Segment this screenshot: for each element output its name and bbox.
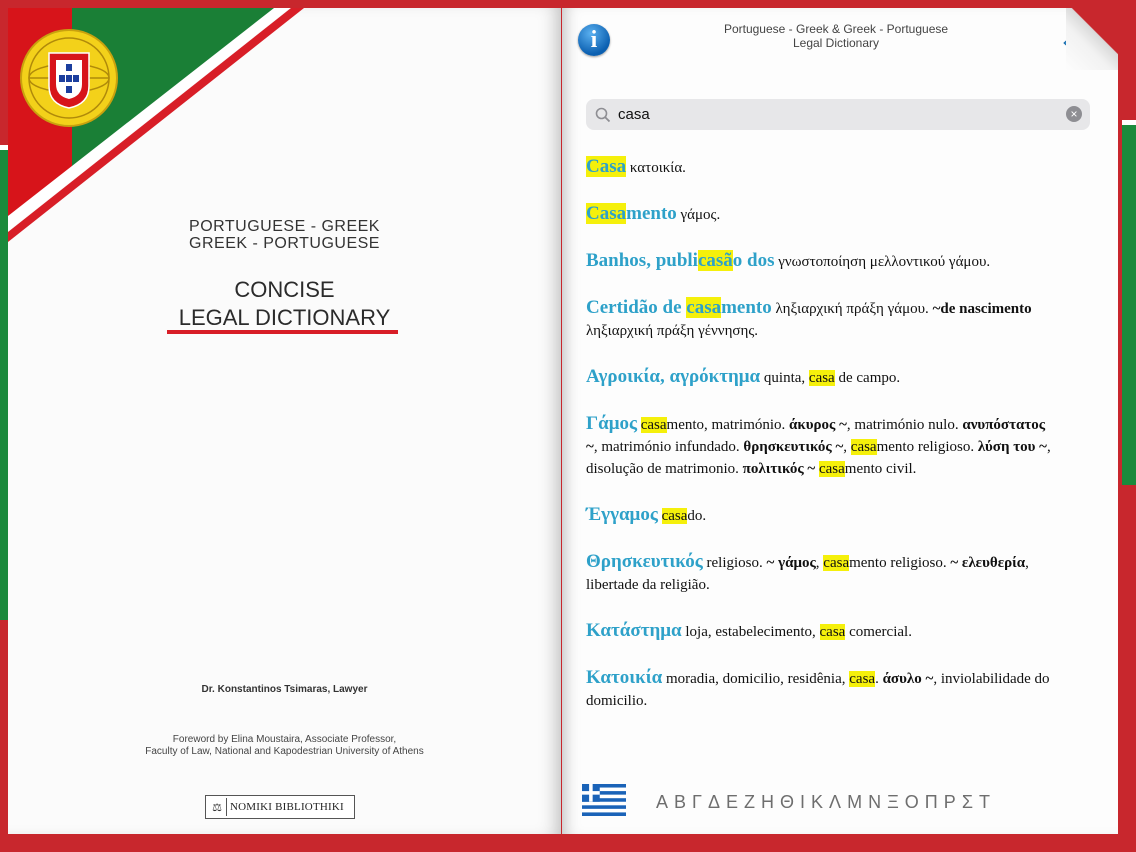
alphabet-letter[interactable]: Π bbox=[924, 792, 941, 812]
dictionary-entry[interactable] bbox=[586, 250, 1056, 273]
publisher-emblem-icon: ⚖ bbox=[208, 798, 227, 816]
entry-headword: Banhos, publi bbox=[586, 250, 698, 271]
alphabet-letter[interactable]: Τ bbox=[978, 792, 993, 812]
entry-text: , bbox=[843, 439, 851, 455]
entry-headword: Έγγαμος bbox=[586, 504, 658, 525]
clear-search-icon[interactable]: × bbox=[1066, 106, 1082, 122]
cover-title: CONCISE LEGAL DICTIONARY bbox=[178, 277, 391, 330]
entry-headword: Θρησκευτικός bbox=[586, 551, 703, 572]
search-icon bbox=[595, 107, 611, 123]
publisher-logo: ⚖ NOMIKI BIBLIOTHIKI bbox=[205, 795, 355, 819]
entry-text: casa bbox=[818, 461, 845, 477]
info-icon[interactable]: i bbox=[578, 24, 610, 56]
page-curl[interactable] bbox=[1066, 8, 1118, 70]
search-bar bbox=[586, 99, 1090, 130]
entry-headword: Αγροικία, αγρόκτημα bbox=[586, 366, 761, 387]
alphabet-letter[interactable]: Κ bbox=[811, 792, 827, 812]
entry-headword: Γάμος bbox=[586, 413, 637, 434]
entry-text: quinta, bbox=[760, 370, 809, 386]
alphabet-letter[interactable]: Σ bbox=[961, 792, 976, 812]
cover-author: Dr. Konstantinos Tsimaras, Lawyer bbox=[201, 684, 368, 695]
entry-text: casa bbox=[661, 508, 688, 524]
entry-text: casa bbox=[850, 439, 877, 455]
entry-text: κατοικία. bbox=[626, 160, 686, 176]
entry-text: religioso. bbox=[702, 555, 767, 571]
cover-foreword: Foreword by Elina Moustaira, Associate Professor, Faculty of Law, National and Kapodestrian University of Athens bbox=[145, 734, 424, 757]
entry-text: casa bbox=[849, 671, 876, 687]
entry-text: ~ ελευθερία bbox=[950, 555, 1026, 571]
entry-text: ~ γάμος bbox=[766, 555, 816, 571]
background-stripe bbox=[1122, 125, 1136, 485]
entry-text: do. bbox=[687, 508, 707, 524]
alphabet-letter[interactable]: Ξ bbox=[887, 792, 902, 812]
alphabet-letter[interactable]: Ι bbox=[800, 792, 809, 812]
dictionary-entry[interactable] bbox=[586, 203, 1056, 226]
dictionary-entry[interactable] bbox=[586, 551, 1056, 596]
entry-text: moradia, domicilio, residênia, bbox=[662, 671, 850, 687]
entry-headword: mento bbox=[626, 203, 677, 224]
entry-text: casa bbox=[823, 555, 850, 571]
entry-text: θρησκευτικός ~ bbox=[743, 439, 844, 455]
dictionary-entry[interactable] bbox=[586, 667, 1056, 712]
entry-text: λύση του ~ bbox=[977, 439, 1047, 455]
entry-text: casa bbox=[819, 624, 846, 640]
entry-headword: Casa bbox=[586, 156, 627, 177]
entry-headword: casã bbox=[697, 250, 733, 271]
dictionary-entry[interactable] bbox=[586, 297, 1056, 342]
entry-text: , matrimónio nulo. bbox=[846, 417, 963, 433]
cover-page bbox=[8, 8, 561, 834]
entry-headword: Κατάστημα bbox=[586, 620, 682, 641]
entry-text: casa bbox=[640, 417, 667, 433]
entry-text: . bbox=[875, 671, 883, 687]
entry-text: mento religioso. bbox=[849, 555, 951, 571]
alphabet-index bbox=[656, 792, 1118, 813]
entry-text: mento civil. bbox=[844, 461, 917, 477]
entry-text: , disolução de matrimonio. bbox=[586, 439, 1051, 477]
entry-text: γάμος. bbox=[676, 207, 721, 223]
alphabet-letter[interactable]: Ν bbox=[868, 792, 885, 812]
cover-subtitle: PORTUGUESE - GREEK GREEK - PORTUGUESE bbox=[189, 218, 380, 252]
alphabet-letter[interactable]: Λ bbox=[829, 792, 845, 812]
entry-text: ~de nascimento bbox=[932, 301, 1032, 317]
entry-text: άσυλο ~ bbox=[882, 671, 934, 687]
entry-text: casa bbox=[808, 370, 835, 386]
entry-text: ανυπόστατος ~ bbox=[586, 417, 1046, 455]
dictionary-entry[interactable] bbox=[586, 620, 1056, 643]
entry-headword: mento bbox=[721, 297, 772, 318]
alphabet-letter[interactable]: Ο bbox=[904, 792, 922, 812]
dictionary-entry[interactable] bbox=[586, 413, 1056, 480]
entry-text: πολιτικός ~ bbox=[742, 461, 816, 477]
results-list bbox=[586, 156, 1056, 736]
page-title: Portuguese - Greek & Greek - Portuguese Legal Dictionary bbox=[723, 22, 949, 50]
title-underline bbox=[167, 330, 398, 334]
entry-text: de campo. bbox=[834, 370, 901, 386]
entry-headword: Casa bbox=[586, 203, 627, 224]
portuguese-flag-corner bbox=[8, 8, 308, 248]
alphabet-letter[interactable]: Ε bbox=[725, 792, 741, 812]
entry-headword: o dos bbox=[732, 250, 775, 271]
entry-headword: Certidão de bbox=[586, 297, 687, 318]
dictionary-entry[interactable] bbox=[586, 156, 1056, 179]
alphabet-letter[interactable]: Α bbox=[656, 792, 672, 812]
alphabet-letter[interactable]: Μ bbox=[847, 792, 866, 812]
entry-text: comercial. bbox=[845, 624, 912, 640]
greek-flag-icon[interactable] bbox=[582, 784, 626, 816]
alphabet-letter[interactable]: Β bbox=[674, 792, 690, 812]
entry-text: ληξιαρχική πράξη γάμου. bbox=[771, 301, 933, 317]
portuguese-coat-of-arms-icon bbox=[21, 30, 117, 126]
entry-text: γνωστοποίηση μελλοντικού γάμου. bbox=[774, 254, 991, 270]
alphabet-letter[interactable]: Θ bbox=[780, 792, 798, 812]
entry-text: loja, estabelecimento, bbox=[681, 624, 820, 640]
entry-text: , bbox=[815, 555, 824, 571]
alphabet-letter[interactable]: Γ bbox=[692, 792, 705, 812]
search-input[interactable] bbox=[618, 105, 1048, 124]
dictionary-entry[interactable] bbox=[586, 504, 1056, 527]
alphabet-letter[interactable]: Δ bbox=[707, 792, 723, 812]
entry-text: , matrimónio infundado. bbox=[593, 439, 744, 455]
entry-text: ληξιαρχική πράξη γέννησης. bbox=[586, 323, 759, 339]
entry-headword: casa bbox=[686, 297, 722, 318]
entry-text: mento religioso. bbox=[876, 439, 978, 455]
entry-text: mento, matrimónio. bbox=[666, 417, 790, 433]
alphabet-letter[interactable]: Ζ bbox=[744, 792, 758, 812]
alphabet-letter[interactable]: Η bbox=[761, 792, 777, 812]
dictionary-entry[interactable] bbox=[586, 366, 1056, 389]
entry-text: , libertade da religião. bbox=[586, 555, 1029, 593]
dictionary-page bbox=[562, 8, 1118, 834]
alphabet-letter[interactable]: Ρ bbox=[943, 792, 959, 812]
entry-text: , inviolabilidade do domicilio. bbox=[586, 671, 1050, 709]
entry-headword: Κατοικία bbox=[586, 667, 663, 688]
entry-text: άκυρος ~ bbox=[789, 417, 847, 433]
